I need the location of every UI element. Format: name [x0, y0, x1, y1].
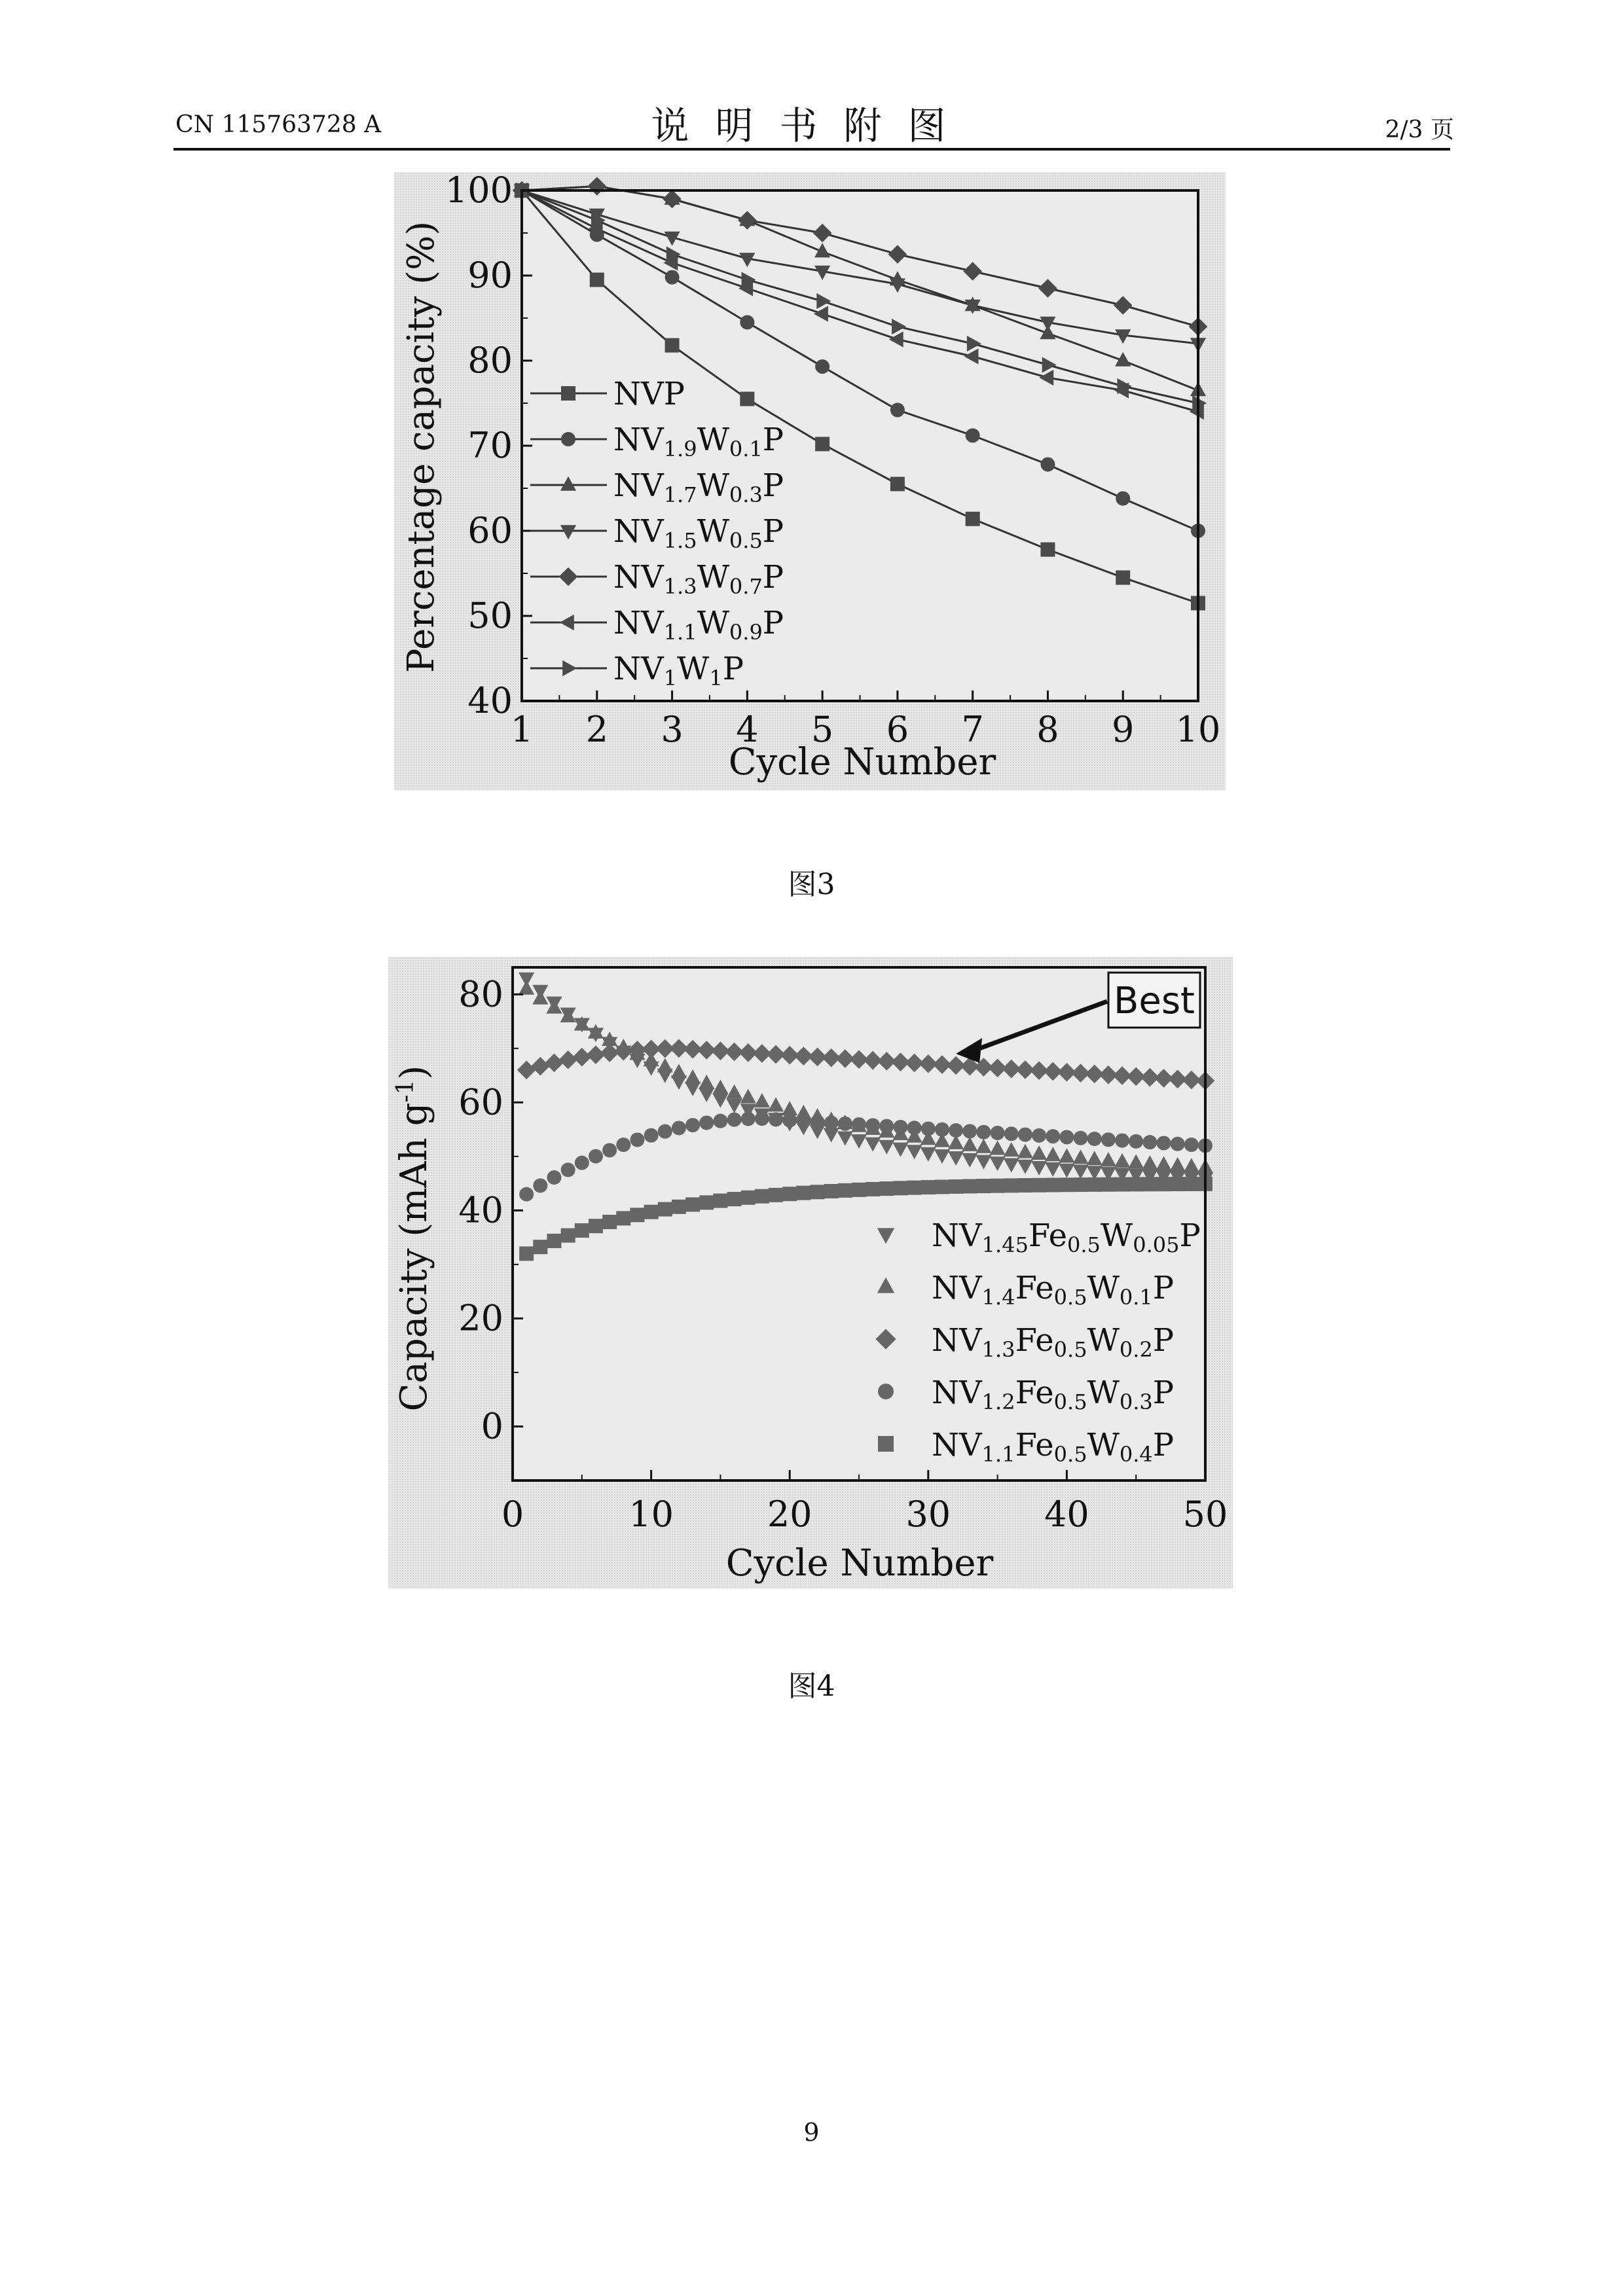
x-tick-label: 9: [1112, 709, 1135, 750]
data-point: [1184, 1177, 1199, 1191]
data-point: [1129, 1134, 1143, 1149]
legend-label: NV1.7W0.3P: [613, 467, 784, 507]
legend-label: NVP: [613, 376, 685, 412]
y-axis-title: Capacity (mAh $g^{-1}$): [392, 1065, 435, 1412]
data-point: [665, 338, 680, 353]
data-point: [575, 1156, 589, 1170]
data-point: [890, 477, 905, 492]
data-point: [602, 1143, 617, 1157]
data-point: [962, 1179, 977, 1193]
data-point: [976, 1125, 991, 1139]
legend-marker: [878, 1436, 894, 1452]
data-point: [769, 1112, 783, 1126]
data-point: [589, 1149, 603, 1164]
data-point: [672, 1200, 686, 1214]
data-point: [699, 1115, 714, 1130]
data-point: [935, 1122, 949, 1137]
document-number: CN 115763728 A: [175, 111, 382, 138]
y-tick-label: 20: [458, 1297, 503, 1339]
data-point: [1018, 1178, 1032, 1193]
data-point: [811, 1185, 825, 1199]
data-point: [561, 1162, 575, 1177]
legend-label: NV1.3Fe0.5W0.2P: [932, 1322, 1175, 1362]
legend-label: NV1.3W0.7P: [613, 559, 784, 599]
data-point: [590, 273, 604, 287]
data-point: [966, 512, 980, 526]
x-tick-label: 7: [961, 709, 984, 750]
data-point: [824, 1116, 839, 1130]
data-point: [1129, 1177, 1143, 1191]
data-point: [547, 1170, 561, 1185]
page-count: 2/3 页: [1385, 117, 1454, 143]
legend-label: NV1.9W0.1P: [613, 422, 784, 461]
data-point: [966, 428, 980, 442]
data-point: [852, 1183, 866, 1197]
capacity-vs-cycle-chart: [388, 957, 1233, 1588]
data-point: [658, 1202, 672, 1217]
data-point: [1004, 1126, 1019, 1141]
data-point: [1116, 571, 1130, 585]
data-point: [740, 392, 754, 406]
legend-label: NV1.2Fe0.5W0.3P: [932, 1374, 1175, 1414]
y-tick-label: 40: [458, 1189, 503, 1231]
data-point: [1171, 1177, 1185, 1191]
data-point: [1116, 492, 1130, 506]
figure-4-caption: 图4: [788, 1670, 835, 1703]
data-point: [616, 1211, 630, 1225]
data-point: [740, 315, 754, 330]
data-point: [879, 1181, 894, 1196]
data-point: [1142, 1135, 1157, 1149]
data-point: [630, 1208, 644, 1222]
data-point: [782, 1187, 797, 1201]
legend-label: NV1.1W0.9P: [613, 605, 784, 645]
data-point: [824, 1184, 839, 1198]
figure-3: [394, 172, 1226, 791]
x-axis-title: Cycle Number: [725, 1542, 994, 1585]
data-point: [533, 1178, 547, 1193]
x-tick-label: 8: [1036, 709, 1059, 750]
data-point: [935, 1179, 949, 1194]
data-point: [575, 1223, 589, 1238]
data-point: [962, 1124, 977, 1138]
legend-marker: [878, 1384, 894, 1399]
data-point: [1101, 1177, 1116, 1192]
data-point: [921, 1122, 936, 1136]
data-point: [630, 1132, 644, 1147]
data-point: [815, 359, 830, 374]
data-point: [665, 270, 680, 285]
data-point: [991, 1126, 1005, 1140]
data-point: [672, 1121, 686, 1135]
data-point: [1004, 1178, 1019, 1193]
data-point: [519, 1246, 534, 1261]
data-point: [1087, 1132, 1102, 1146]
y-tick-label: 60: [458, 1081, 503, 1123]
y-tick-label: 0: [481, 1405, 503, 1447]
figure-3-caption: 图3: [788, 868, 835, 901]
y-tick-label: 80: [458, 973, 503, 1015]
data-point: [893, 1120, 907, 1134]
data-point: [658, 1124, 672, 1139]
data-point: [852, 1117, 866, 1132]
data-point: [1087, 1177, 1102, 1192]
x-tick-label: 4: [736, 709, 759, 750]
data-point: [991, 1179, 1005, 1193]
data-point: [727, 1192, 742, 1206]
data-point: [1059, 1177, 1074, 1192]
data-point: [811, 1115, 825, 1129]
data-point: [949, 1123, 963, 1138]
data-point: [1032, 1128, 1046, 1143]
y-tick-label: 40: [467, 680, 513, 721]
data-point: [796, 1114, 811, 1128]
data-point: [741, 1111, 756, 1126]
data-point: [838, 1117, 852, 1131]
data-point: [1115, 1134, 1129, 1148]
x-tick-label: 10: [629, 1494, 674, 1535]
data-point: [1142, 1177, 1157, 1191]
x-tick-label: 10: [1175, 709, 1221, 750]
data-point: [602, 1215, 617, 1229]
data-point: [1018, 1128, 1032, 1142]
y-axis-title: Percentage capacity (%): [400, 221, 443, 673]
data-point: [547, 1234, 561, 1248]
data-point: [1040, 457, 1055, 472]
x-tick-label: 0: [501, 1494, 524, 1535]
data-point: [1046, 1178, 1060, 1193]
data-point: [519, 1187, 534, 1202]
x-tick-label: 6: [886, 709, 909, 750]
data-point: [685, 1118, 700, 1132]
data-point: [893, 1181, 907, 1195]
data-point: [907, 1181, 922, 1195]
data-point: [755, 1189, 769, 1204]
data-point: [1074, 1177, 1088, 1192]
x-tick-label: 40: [1044, 1494, 1089, 1535]
data-point: [1184, 1138, 1199, 1152]
data-point: [1059, 1130, 1074, 1144]
data-point: [699, 1195, 714, 1210]
y-tick-label: 50: [467, 595, 513, 636]
data-point: [769, 1188, 783, 1202]
legend-label: NV1W1P: [613, 651, 744, 691]
legend-marker: [561, 432, 575, 446]
x-tick-label: 3: [661, 709, 684, 750]
data-point: [1074, 1131, 1088, 1145]
data-point: [1040, 543, 1055, 557]
data-point: [589, 1219, 603, 1233]
data-point: [755, 1111, 769, 1126]
data-point: [741, 1191, 756, 1205]
data-point: [866, 1118, 880, 1132]
x-tick-label: 2: [585, 709, 608, 750]
data-point: [533, 1240, 547, 1254]
data-point: [685, 1197, 700, 1211]
y-tick-label: 90: [467, 255, 513, 296]
legend-label: NV1.45Fe0.5W0.05P: [932, 1217, 1201, 1257]
data-point: [949, 1179, 963, 1194]
header-rule: [173, 148, 1450, 151]
data-point: [879, 1119, 894, 1134]
x-tick-label: 50: [1182, 1494, 1228, 1535]
data-point: [616, 1138, 630, 1152]
data-point: [976, 1179, 991, 1193]
data-point: [1171, 1137, 1185, 1151]
figure-4: [388, 957, 1233, 1588]
capacity-retention-chart: [394, 172, 1226, 791]
x-tick-label: 30: [905, 1494, 951, 1535]
x-tick-label: 20: [767, 1494, 812, 1535]
y-tick-label: 70: [467, 425, 513, 466]
legend-label: NV1.1Fe0.5W0.4P: [932, 1427, 1175, 1467]
legend-marker: [561, 386, 575, 401]
data-point: [890, 403, 905, 417]
data-point: [796, 1186, 811, 1200]
x-tick-label: 5: [811, 709, 834, 750]
data-point: [815, 437, 830, 451]
legend-label: NV1.4Fe0.5W0.1P: [932, 1270, 1175, 1310]
data-point: [1046, 1129, 1060, 1143]
data-point: [866, 1182, 880, 1196]
data-point: [561, 1229, 575, 1243]
x-axis-title: Cycle Number: [728, 741, 996, 783]
data-point: [1101, 1132, 1116, 1147]
legend-label: NV1.5W0.5P: [613, 513, 784, 553]
data-point: [1157, 1177, 1171, 1191]
data-point: [644, 1205, 659, 1219]
data-point: [907, 1121, 922, 1135]
y-tick-label: 80: [467, 340, 513, 381]
data-point: [1115, 1177, 1129, 1192]
data-point: [644, 1128, 659, 1143]
data-point: [782, 1113, 797, 1128]
data-point: [921, 1180, 936, 1194]
x-tick-label: 1: [510, 709, 534, 750]
y-tick-label: 100: [445, 172, 513, 211]
data-point: [1032, 1178, 1046, 1193]
data-point: [727, 1113, 742, 1127]
y-tick-label: 60: [467, 510, 513, 551]
page-title: 说明书附图: [651, 103, 972, 148]
annotation-label: Best: [1113, 980, 1195, 1022]
data-point: [713, 1194, 727, 1208]
data-point: [1157, 1136, 1171, 1150]
data-point: [838, 1183, 852, 1198]
page-number: 9: [803, 2118, 820, 2147]
data-point: [713, 1114, 727, 1128]
